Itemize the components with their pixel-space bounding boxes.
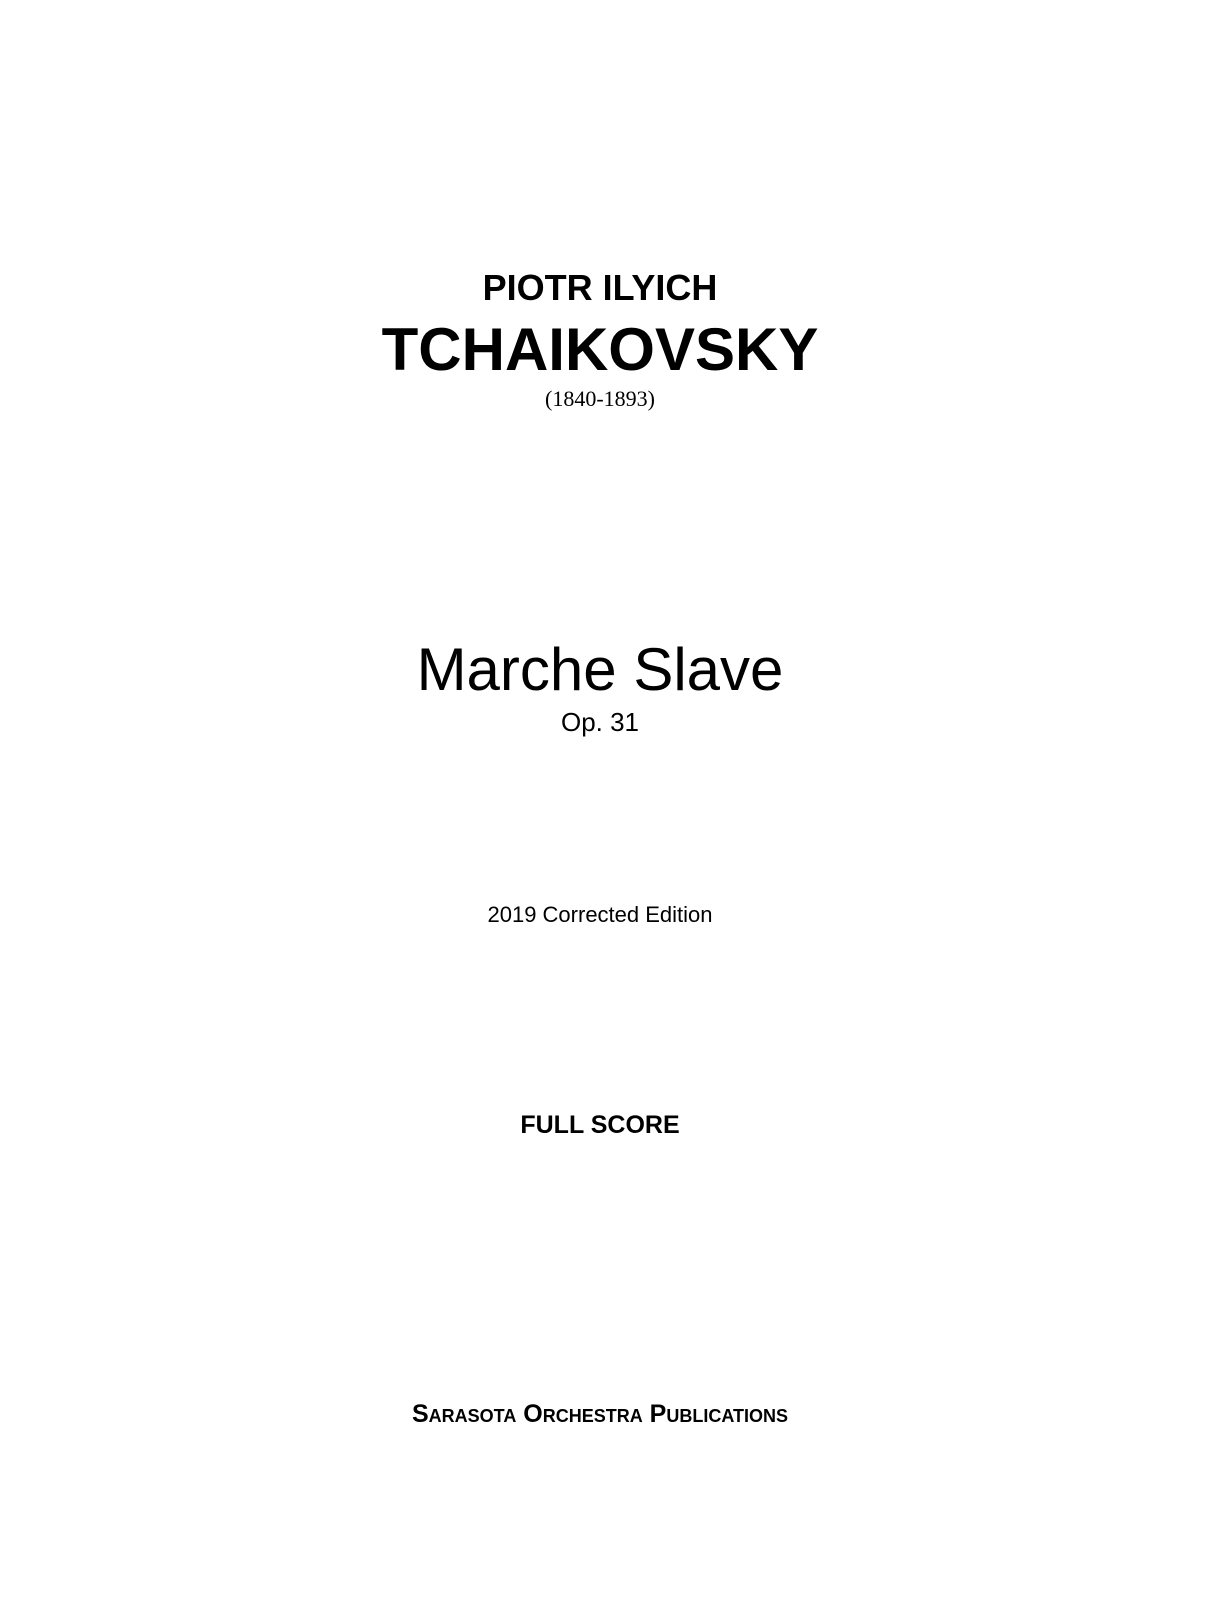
work-title: Marche Slave: [416, 636, 784, 703]
composer-dates: (1840-1893): [545, 386, 655, 411]
composer-first-names: PIOTR ILYICH: [482, 267, 718, 308]
publisher-name: Sarasota Orchestra Publications: [411, 1400, 788, 1428]
composer-last-name: TCHAIKOVSKY: [381, 316, 819, 383]
score-type: FULL SCORE: [520, 1111, 680, 1139]
opus-number: Op. 31: [560, 707, 640, 737]
edition-note: 2019 Corrected Edition: [487, 902, 713, 927]
